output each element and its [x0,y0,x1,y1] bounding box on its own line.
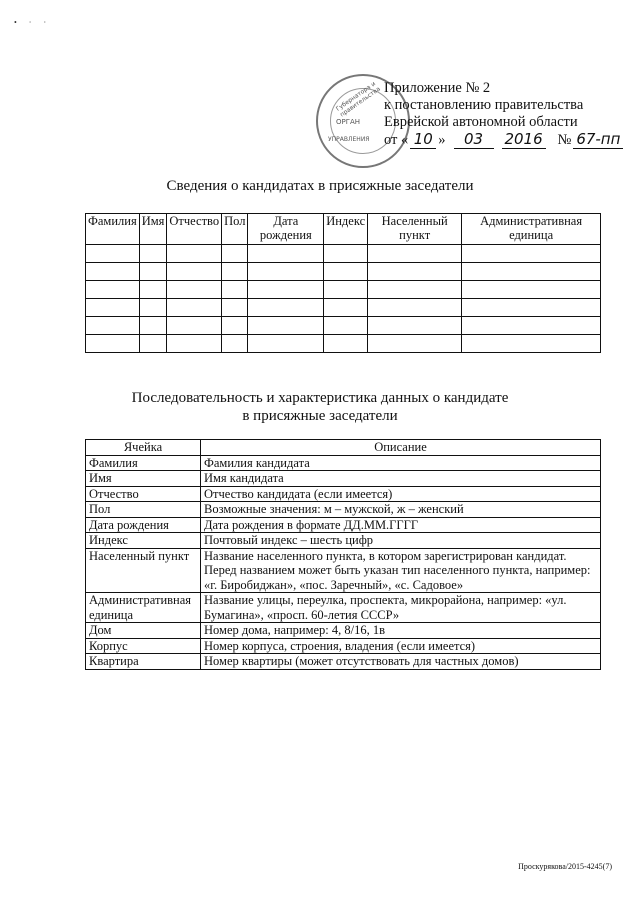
cell-description: Имя кандидата [201,471,601,487]
empty-cell [368,263,462,281]
column-header: Имя [139,214,167,245]
table-row [86,593,601,623]
empty-cell [167,263,222,281]
cell-name: Имя [86,471,201,487]
empty-cell [368,335,462,353]
empty-cell [324,299,368,317]
table-row [86,486,601,502]
order-day: 10 [410,131,436,149]
table-row [86,502,601,518]
stamp-text-bottom: УПРАВЛЕНИЯ [328,136,370,143]
empty-cell [222,299,248,317]
table-row [86,548,601,593]
empty-cell [324,281,368,299]
empty-cell [462,299,601,317]
stamp-text-top: Губернатора и правительства [334,80,382,119]
empty-cell [222,245,248,263]
empty-cell [139,245,167,263]
cell-name: Отчество [86,486,201,502]
order-number-label: № [557,132,572,148]
empty-cell [139,317,167,335]
cell-description: Дата рождения в формате ДД.ММ.ГГГГ [201,517,601,533]
empty-cell [167,299,222,317]
column-header: Индекс [324,214,368,245]
table-row [86,263,601,281]
column-header: Фамилия [86,214,140,245]
column-header: Населенный пункт [368,214,462,245]
table-row [86,335,601,353]
document-footer-code: Проскурякова/2015-4245(7) [518,862,612,871]
cell-description: Номер корпуса, строения, владения (если имеется) [201,638,601,654]
table-row [86,317,601,335]
empty-cell [324,245,368,263]
cell-name: Индекс [86,533,201,549]
table-row [86,281,601,299]
empty-cell [248,299,324,317]
table-row [86,533,601,549]
empty-cell [167,281,222,299]
empty-cell [248,263,324,281]
cell-description: Название улицы, переулка, проспекта, микрорайона, например: «ул. Бумагина», «просп. 60-летия СССР» [201,593,601,623]
empty-cell [462,281,601,299]
order-number: 67-пп [573,131,623,149]
table-row [86,245,601,263]
empty-cell [86,281,140,299]
empty-cell [462,335,601,353]
empty-cell [368,317,462,335]
appendix-line: к постановлению правительства [384,97,584,113]
empty-cell [324,317,368,335]
empty-cell [222,281,248,299]
empty-cell [86,335,140,353]
empty-cell [222,263,248,281]
column-header: Пол [222,214,248,245]
cell-name: Корпус [86,638,201,654]
empty-cell [139,299,167,317]
empty-cell [368,245,462,263]
cell-description: Фамилия кандидата [201,455,601,471]
table-row [86,654,601,670]
stamp-text-mid: ОРГАН [336,118,361,126]
cell-description: Номер дома, например: 4, 8/16, 1в [201,623,601,639]
empty-cell [222,335,248,353]
table-row [86,299,601,317]
order-date-number [384,131,634,149]
order-close-quote: » [438,132,446,148]
column-header: Ячейка [86,440,201,456]
table-row [86,517,601,533]
candidates-table [85,213,601,353]
data-description-title [0,389,640,425]
cell-description: Отчество кандидата (если имеется) [201,486,601,502]
empty-cell [248,281,324,299]
cell-name: Пол [86,502,201,518]
order-year: 2016 [502,131,546,149]
cell-name: Фамилия [86,455,201,471]
empty-cell [248,317,324,335]
column-header: Описание [201,440,601,456]
empty-cell [86,245,140,263]
empty-cell [462,263,601,281]
appendix-line: Еврейской автономной области [384,114,578,130]
table-row [86,623,601,639]
empty-cell [86,299,140,317]
title-line: в присяжные заседатели [242,408,398,424]
empty-cell [462,245,601,263]
appendix-block [384,80,634,149]
column-header: Дата рождения [248,214,324,245]
column-header: Отчество [167,214,222,245]
cell-name: Населенный пункт [86,548,201,593]
desc-header-row [86,440,601,456]
cell-name: Дата рождения [86,517,201,533]
empty-cell [139,335,167,353]
cell-description: Название населенного пункта, в котором зарегистрирован кандидат. Перед названием может быть указан тип населенного пункта, например: «г. Биробиджан», «пос. Заречный», «с. Садовое» [201,548,601,593]
order-from-label: от « [384,132,409,148]
empty-cell [167,317,222,335]
empty-cell [86,263,140,281]
empty-cell [167,245,222,263]
empty-cell [167,335,222,353]
scan-artifact-dots: • · · [14,18,52,27]
candidates-table-title: Сведения о кандидатах в присяжные заседатели [166,178,474,194]
empty-cell [462,317,601,335]
cell-description: Возможные значения: м – мужской, ж – женский [201,502,601,518]
data-description-table [85,439,601,670]
empty-cell [368,299,462,317]
cell-name: Дом [86,623,201,639]
empty-cell [86,317,140,335]
table-row [86,471,601,487]
empty-cell [248,245,324,263]
cell-description: Номер квартиры (может отсутствовать для частных домов) [201,654,601,670]
empty-cell [248,335,324,353]
candidates-header-row [86,214,601,245]
column-header: Административная единица [462,214,601,245]
empty-cell [324,263,368,281]
appendix-line: Приложение № 2 [384,80,491,96]
title-line: Последовательность и характеристика данных о кандидате [131,390,509,406]
cell-name: Административная единица [86,593,201,623]
empty-cell [139,281,167,299]
table-row [86,455,601,471]
order-month: 03 [454,131,494,149]
empty-cell [324,335,368,353]
cell-description: Почтовый индекс – шесть цифр [201,533,601,549]
empty-cell [139,263,167,281]
empty-cell [368,281,462,299]
table-row [86,638,601,654]
cell-name: Квартира [86,654,201,670]
empty-cell [222,317,248,335]
